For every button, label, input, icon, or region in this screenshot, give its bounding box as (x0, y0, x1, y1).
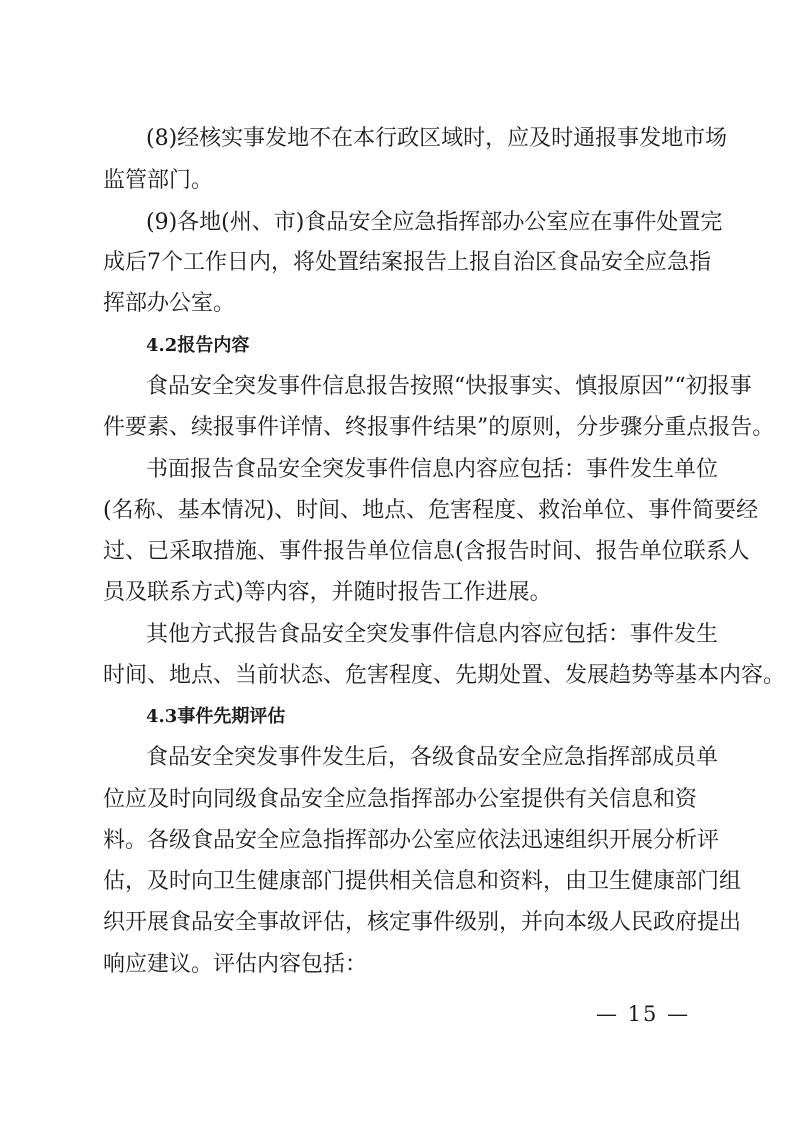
paragraph-line: 料。各级食品安全应急指挥部办公室应依法迅速组织开展分析评 (103, 828, 720, 853)
paragraph-line: (9)各地(州、市)食品安全应急指挥部办公室应在事件处置完 (146, 210, 723, 235)
paragraph-line: 织开展食品安全事故评估，核定事件级别，并向本级人民政府提出 (103, 910, 742, 935)
paragraph-line: 挥部办公室。 (103, 291, 236, 316)
paragraph-line: (8)经核实事发地不在本行政区域时，应及时通报事发地市场 (146, 126, 728, 151)
paragraph-line: 员及联系方式)等内容，并随时报告工作进展。 (103, 580, 552, 605)
paragraph-line: 其他方式报告食品安全突发事件信息内容应包括：事件发生 (146, 622, 719, 647)
section-heading-4-2: 4.2报告内容 (146, 335, 250, 356)
paragraph-line: 书面报告食品安全突发事件信息内容应包括：事件发生单位 (146, 457, 719, 482)
page-number: — 15 — (596, 1002, 691, 1026)
section-heading-4-3: 4.3事件先期评估 (146, 706, 286, 727)
paragraph-line: 位应及时向同级食品安全应急指挥部办公室提供有关信息和资 (103, 787, 698, 812)
paragraph-line: 响应建议。评估内容包括： (103, 952, 368, 977)
paragraph-line: 成后7个工作日内，将处置结案报告上报自治区食品安全应急指 (103, 250, 711, 275)
paragraph-line: (名称、基本情况)、时间、地点、危害程度、救治单位、事件简要经 (103, 498, 759, 523)
paragraph-line: 时间、地点、当前状态、危害程度、先期处置、发展趋势等基本内容。 (103, 663, 786, 688)
paragraph-line: 件要素、续报事件详情、终报事件结果”的原则，分步骤分重点报告。 (103, 415, 775, 440)
paragraph-line: 食品安全突发事件发生后，各级食品安全应急指挥部成员单 (146, 745, 719, 770)
paragraph-line: 监管部门。 (103, 168, 214, 193)
paragraph-line: 食品安全突发事件信息报告按照“快报事实、慎报原因”“初报事 (146, 374, 752, 399)
paragraph-line: 估，及时向卫生健康部门提供相关信息和资料，由卫生健康部门组 (103, 869, 742, 894)
paragraph-line: 过、已采取措施、事件报告单位信息(含报告时间、报告单位联系人 (103, 539, 750, 564)
